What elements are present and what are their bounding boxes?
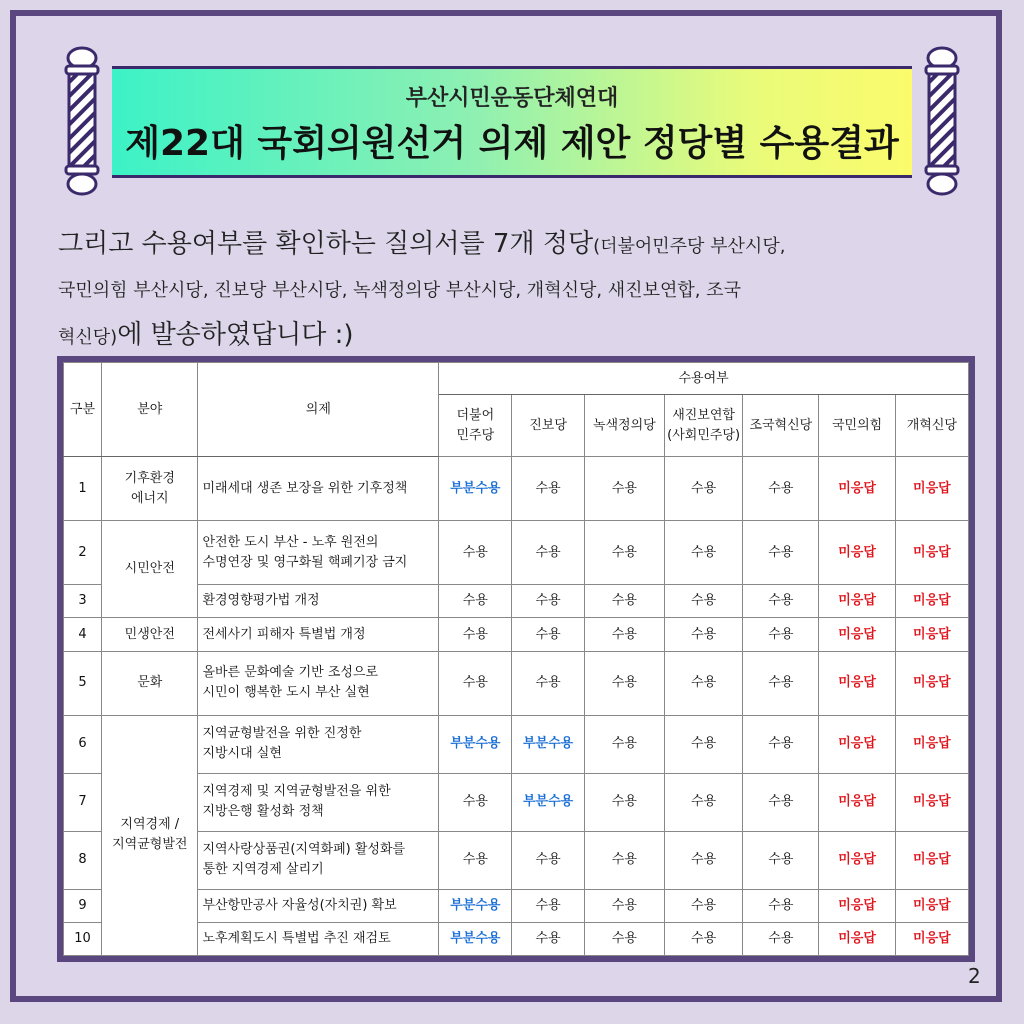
cell-result: 미응답: [819, 773, 895, 831]
cell-result: 미응답: [895, 651, 968, 715]
cell-result: 미응답: [895, 773, 968, 831]
cell-field: 문화: [102, 651, 198, 715]
cell-agenda: 지역경제 및 지역균형발전을 위한 지방은행 활성화 정책: [198, 773, 439, 831]
cell-result: 수용: [439, 651, 512, 715]
results-table-container: [57, 356, 975, 962]
table-row: [64, 715, 969, 773]
cell-result: 수용: [664, 922, 742, 955]
cell-result: 부분수용: [439, 715, 512, 773]
table-row: [64, 585, 969, 618]
cell-result: 수용: [439, 831, 512, 889]
cell-result: 부분수용: [439, 889, 512, 922]
cell-result: 수용: [664, 521, 742, 585]
cell-result: 수용: [512, 618, 584, 651]
intro-line3-big: 에 발송하였답니다 :): [117, 320, 354, 350]
cell-result: 미응답: [819, 521, 895, 585]
banner-subtitle: 부산시민운동단체연대: [405, 86, 619, 111]
cell-result: 수용: [584, 773, 664, 831]
cell-no: 5: [64, 651, 102, 715]
cell-result: 수용: [664, 715, 742, 773]
cell-result: 수용: [743, 889, 819, 922]
cell-result: 수용: [512, 922, 584, 955]
cell-field: 시민안전: [102, 521, 198, 618]
cell-no: 4: [64, 618, 102, 651]
cell-result: 미응답: [819, 922, 895, 955]
intro-lead: 그리고 수용여부를 확인하는 질의서를 7개 정당: [58, 229, 594, 259]
cell-agenda: 지역사랑상품권(지역화폐) 활성화를 통한 지역경제 살리기: [198, 831, 439, 889]
cell-result: 미응답: [895, 922, 968, 955]
cell-result: 수용: [584, 889, 664, 922]
banner-title: 제22대 국회의원선거 의제 제안 정당별 수용결과: [125, 123, 899, 164]
cell-result: 수용: [512, 889, 584, 922]
intro-line2: 국민의힘 부산시당, 진보당 부산시당, 녹색정의당 부산시당, 개혁신당, 새진보연합, 조국: [58, 280, 741, 301]
cell-result: 미응답: [895, 618, 968, 651]
cell-agenda: 환경영향평가법 개정: [198, 585, 439, 618]
header-field: 분야: [102, 363, 198, 457]
cell-no: 9: [64, 889, 102, 922]
cell-agenda: 노후계획도시 특별법 추진 재검토: [198, 922, 439, 955]
cell-result: 수용: [743, 773, 819, 831]
cell-result: 미응답: [895, 457, 968, 521]
cell-result: 수용: [584, 521, 664, 585]
cell-field: 기후환경 에너지: [102, 457, 198, 521]
cell-result: 미응답: [819, 715, 895, 773]
cell-result: 수용: [743, 521, 819, 585]
table-row: [64, 651, 969, 715]
page-number: 2: [968, 964, 981, 988]
cell-result: 부분수용: [439, 922, 512, 955]
cell-result: 수용: [512, 521, 584, 585]
cell-result: 부분수용: [512, 773, 584, 831]
cell-result: 미응답: [895, 521, 968, 585]
cell-result: 수용: [584, 585, 664, 618]
title-banner: [112, 66, 912, 178]
cell-result: 미응답: [819, 457, 895, 521]
cell-result: 수용: [584, 922, 664, 955]
cell-no: 10: [64, 922, 102, 955]
cell-result: 수용: [512, 457, 584, 521]
header-party: 녹색정의당: [584, 395, 664, 457]
table-row: [64, 618, 969, 651]
cell-agenda: 지역균형발전을 위한 진정한 지방시대 실현: [198, 715, 439, 773]
header-acceptance-group: 수용여부: [439, 363, 969, 395]
results-table: [63, 362, 969, 956]
header-party: 개혁신당: [895, 395, 968, 457]
cell-agenda: 부산항만공사 자율성(자치권) 확보: [198, 889, 439, 922]
cell-result: 수용: [439, 585, 512, 618]
cell-result: 미응답: [819, 831, 895, 889]
cell-result: 수용: [664, 457, 742, 521]
intro-text: [58, 222, 978, 360]
table-row: [64, 831, 969, 889]
barber-pole-right-icon: [920, 46, 964, 196]
cell-result: 수용: [743, 585, 819, 618]
cell-result: 수용: [743, 457, 819, 521]
header-party: 국민의힘: [819, 395, 895, 457]
cell-result: 수용: [512, 831, 584, 889]
cell-result: 미응답: [819, 889, 895, 922]
cell-result: 미응답: [819, 651, 895, 715]
cell-agenda: 올바른 문화예술 기반 조성으로 시민이 행복한 도시 부산 실현: [198, 651, 439, 715]
barber-pole-left-icon: [60, 46, 104, 196]
header-party: 새진보연합 (사회민주당): [664, 395, 742, 457]
cell-result: 수용: [439, 521, 512, 585]
cell-result: 수용: [584, 715, 664, 773]
cell-result: 수용: [743, 831, 819, 889]
cell-result: 미응답: [895, 585, 968, 618]
cell-result: 수용: [743, 922, 819, 955]
cell-result: 수용: [743, 651, 819, 715]
cell-result: 수용: [743, 715, 819, 773]
cell-result: 미응답: [819, 618, 895, 651]
cell-no: 6: [64, 715, 102, 773]
table-row: [64, 521, 969, 585]
cell-field: 지역경제 / 지역균형발전: [102, 715, 198, 955]
cell-no: 1: [64, 457, 102, 521]
cell-result: 미응답: [895, 831, 968, 889]
header-party: 더불어 민주당: [439, 395, 512, 457]
header-party: 조국혁신당: [743, 395, 819, 457]
intro-parties-open: (더불어민주당 부산시당,: [593, 236, 786, 257]
cell-result: 수용: [584, 651, 664, 715]
table-row: [64, 457, 969, 521]
cell-result: 부분수용: [512, 715, 584, 773]
cell-result: 수용: [584, 457, 664, 521]
header-party: 진보당: [512, 395, 584, 457]
cell-no: 8: [64, 831, 102, 889]
table-row: [64, 889, 969, 922]
header-no: 구분: [64, 363, 102, 457]
cell-result: 미응답: [895, 889, 968, 922]
table-row: [64, 773, 969, 831]
cell-result: 수용: [664, 618, 742, 651]
intro-line3-small: 혁신당): [58, 327, 118, 348]
cell-no: 3: [64, 585, 102, 618]
cell-field: 민생안전: [102, 618, 198, 651]
cell-result: 미응답: [895, 715, 968, 773]
cell-result: 수용: [664, 773, 742, 831]
cell-result: 수용: [439, 773, 512, 831]
cell-no: 7: [64, 773, 102, 831]
cell-result: 수용: [512, 651, 584, 715]
header-agenda: 의제: [198, 363, 439, 457]
cell-result: 수용: [743, 618, 819, 651]
cell-result: 수용: [664, 585, 742, 618]
cell-result: 수용: [664, 831, 742, 889]
cell-result: 수용: [664, 889, 742, 922]
cell-result: 수용: [664, 651, 742, 715]
cell-result: 수용: [512, 585, 584, 618]
cell-agenda: 안전한 도시 부산 - 노후 원전의 수명연장 및 영구화될 핵폐기장 금지: [198, 521, 439, 585]
cell-no: 2: [64, 521, 102, 585]
table-row: [64, 922, 969, 955]
cell-result: 수용: [439, 618, 512, 651]
cell-agenda: 미래세대 생존 보장을 위한 기후정책: [198, 457, 439, 521]
cell-result: 미응답: [819, 585, 895, 618]
cell-agenda: 전세사기 피해자 특별법 개정: [198, 618, 439, 651]
cell-result: 부분수용: [439, 457, 512, 521]
cell-result: 수용: [584, 618, 664, 651]
cell-result: 수용: [584, 831, 664, 889]
